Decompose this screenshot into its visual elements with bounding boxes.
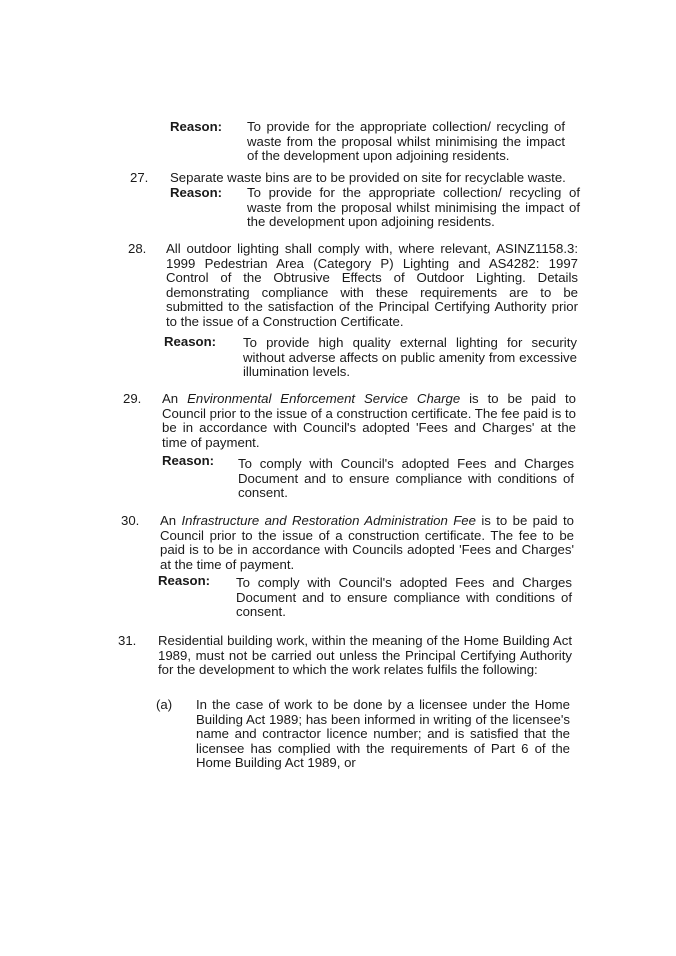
condition-text: An Environmental Enforcement Service Charge is to be paid to Council prior to the issue of a construction certificate. The fee paid is to be in accordance with Council's adopted 'Fees and Charges' at the time of payment. xyxy=(162,391,576,450)
reason-text: To comply with Council's adopted Fees and Charges Document and to ensure compliance with conditions of consent. xyxy=(236,575,572,620)
reason-label: Reason: xyxy=(164,334,217,349)
fee-name: Environmental Enforcement Service Charge xyxy=(187,391,461,406)
sub-item-label: (a) xyxy=(156,697,173,712)
condition-number: 31. xyxy=(118,633,137,648)
condition-text: All outdoor lighting shall comply with, where relevant, ASINZ1158.3: 1999 Pedestrian Area (Category P) Lighting and AS4282: 1997 Control of the Obtrusive Effects of Outdoor Lighting. Details demonstrating compliance with these requirements are to be submitted to the satisfaction of the Principal Certifying Authority prior to the issue of a Construction Certificate. xyxy=(166,241,578,329)
reason-text: To provide high quality external lighting for security without adverse affects on public amenity from excessive illumination levels. xyxy=(243,335,577,380)
condition-number: 27. xyxy=(130,170,149,185)
reason-text: To comply with Council's adopted Fees and Charges Document and to ensure compliance with conditions of consent. xyxy=(238,456,574,501)
reason-text: To provide for the appropriate collection/ recycling of waste from the proposal whilst minimising the impact of the development upon adjoining residents. xyxy=(247,119,565,164)
condition-number: 30. xyxy=(121,513,140,528)
reason-label: Reason: xyxy=(158,573,211,588)
condition-number: 29. xyxy=(123,391,142,406)
reason-text: To provide for the appropriate collection/ recycling of waste from the proposal whilst minimising the impact of the development upon adjoining residents. xyxy=(247,185,580,230)
condition-text: An Infrastructure and Restoration Administration Fee is to be paid to Council prior to the issue of a construction certificate. The fee to be paid is to be in accordance with Councils adopted 'Fees and Charges' at the time of payment. xyxy=(160,513,574,572)
reason-label: Reason: xyxy=(170,119,223,134)
reason-label: Reason: xyxy=(162,453,215,468)
reason-label: Reason: xyxy=(170,185,223,200)
condition-number: 28. xyxy=(128,241,147,256)
fee-name: Infrastructure and Restoration Administration Fee xyxy=(181,513,476,528)
sub-item-text: In the case of work to be done by a licensee under the Home Building Act 1989; has been informed in writing of the licensee's name and contractor licence number; and is satisfied that the licensee has complied with the requirements of Part 6 of the Home Building Act 1989, or xyxy=(196,697,570,771)
condition-text: Residential building work, within the meaning of the Home Building Act 1989, must not be carried out unless the Principal Certifying Authority for the development to which the work relates fulfils the following: xyxy=(158,633,572,678)
condition-text: Separate waste bins are to be provided on site for recyclable waste. xyxy=(170,170,566,185)
